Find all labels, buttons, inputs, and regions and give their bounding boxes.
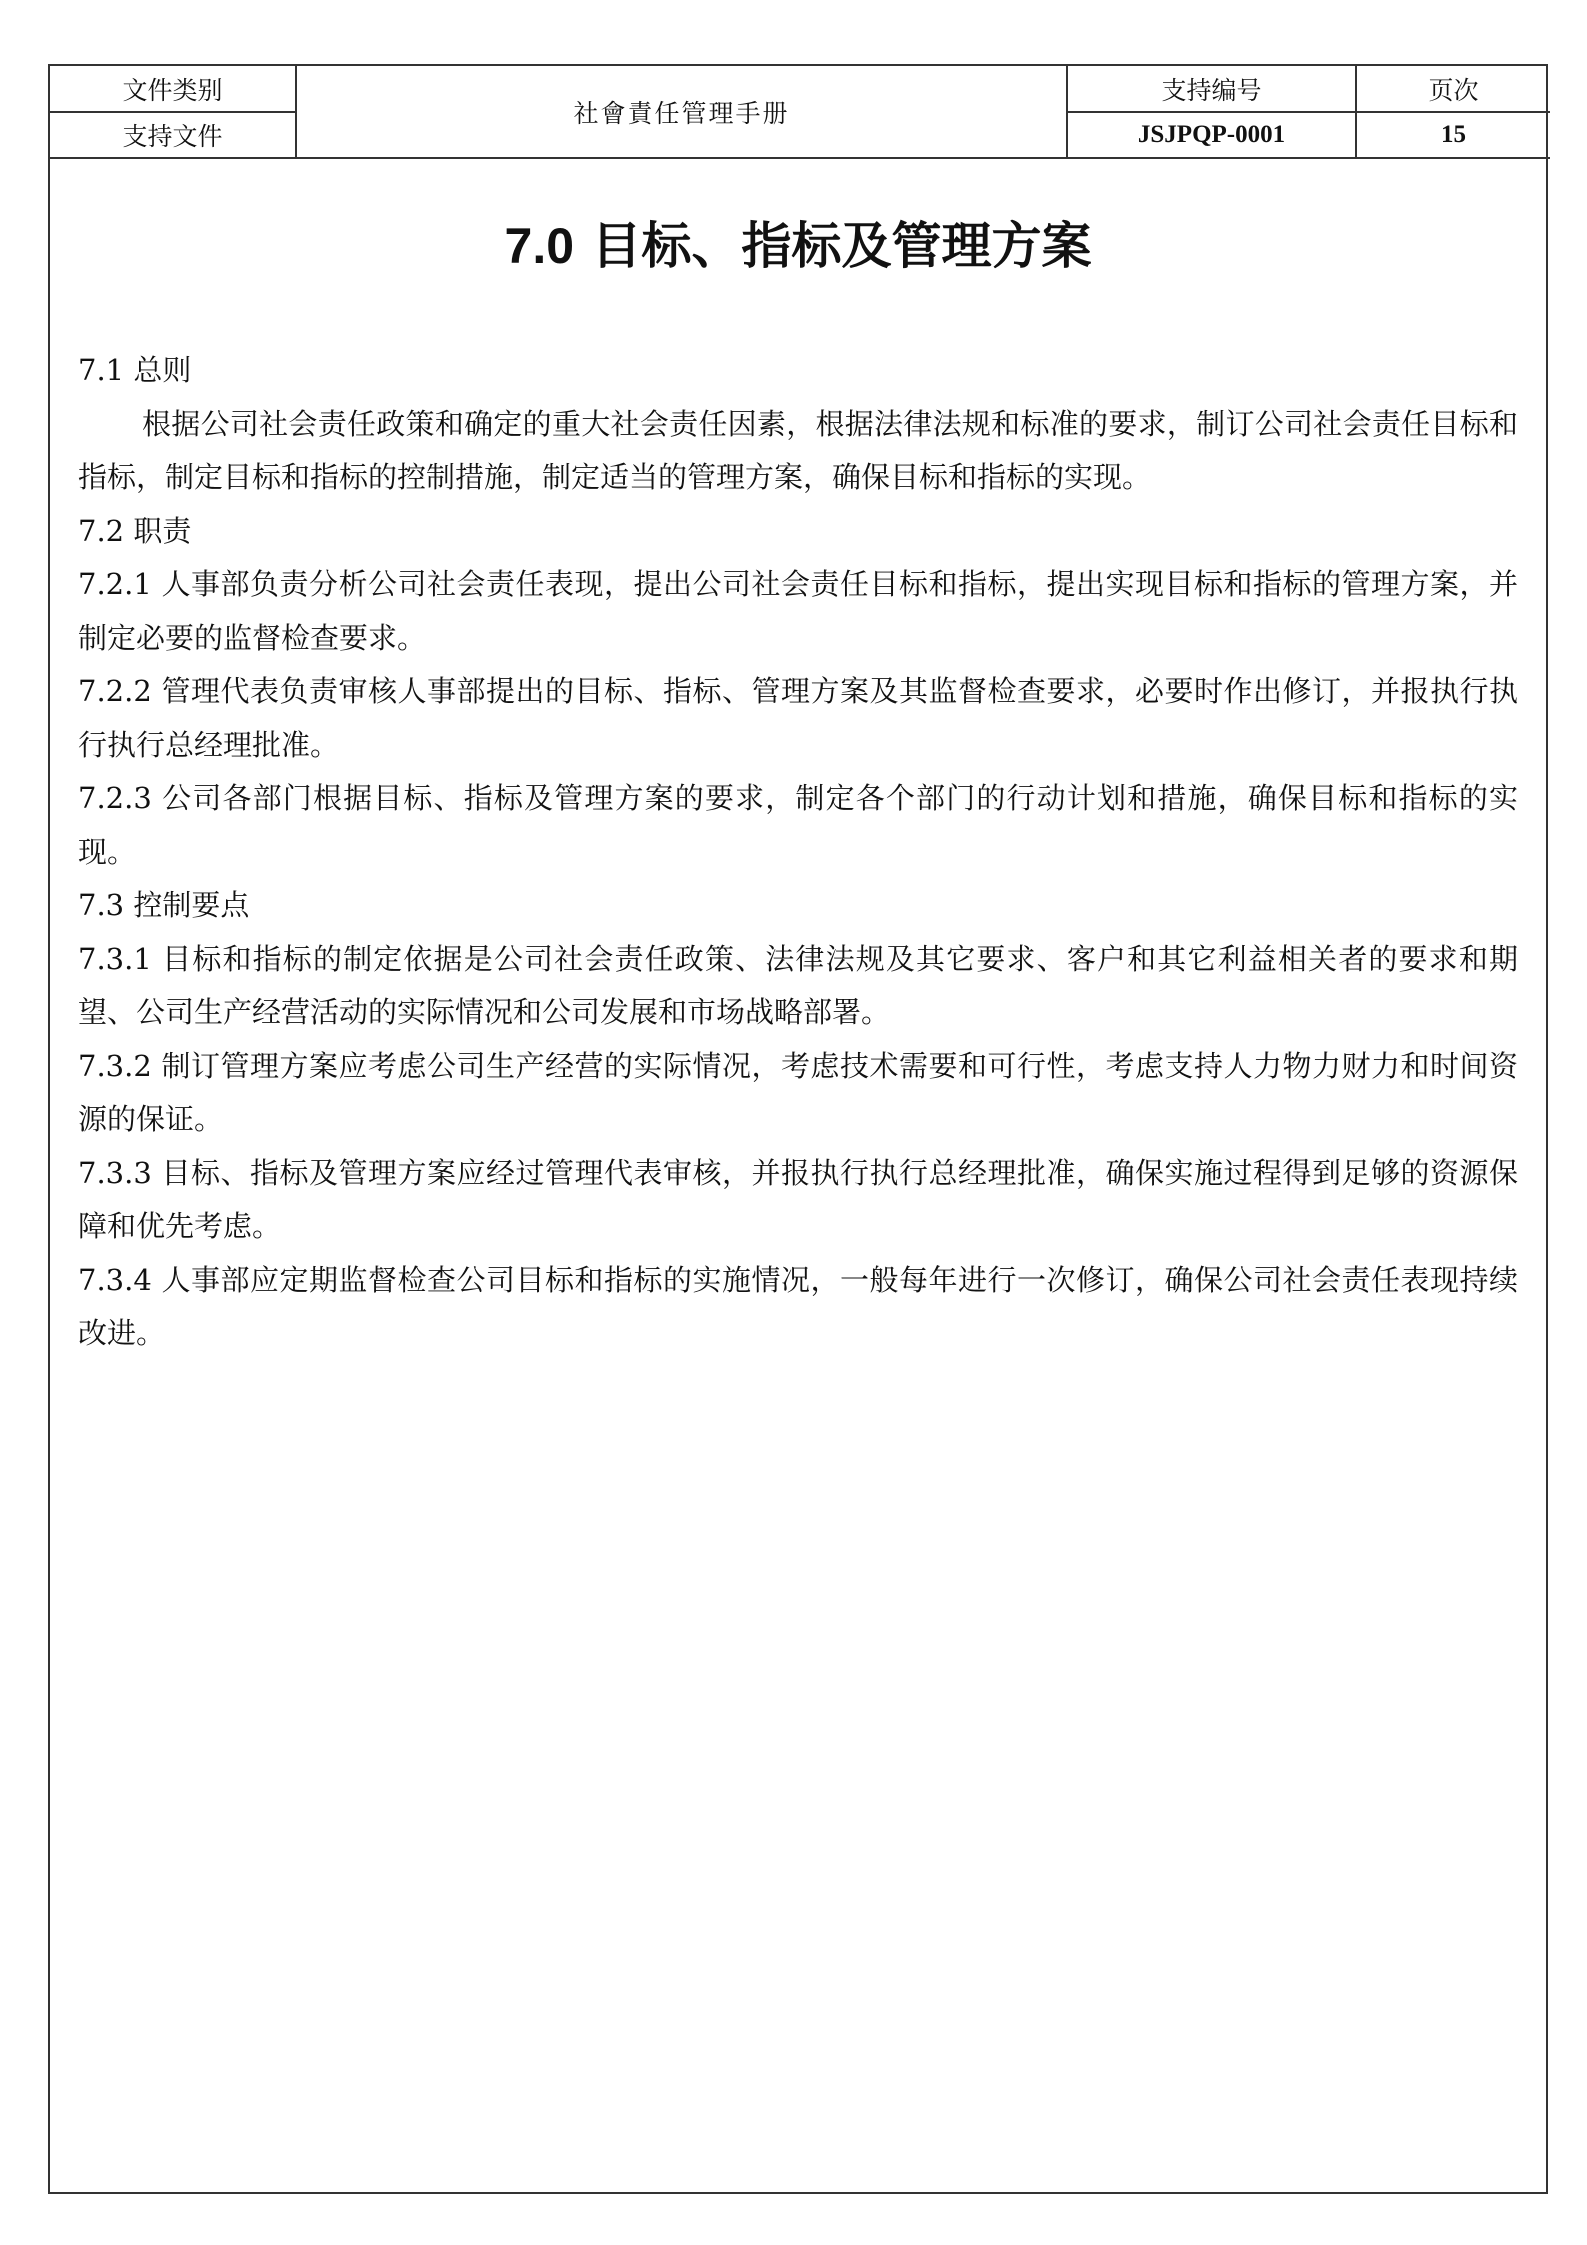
page-label: 页次 bbox=[1356, 66, 1550, 112]
paragraph: 7.2 职责 bbox=[78, 513, 192, 548]
page-number: 15 bbox=[1356, 112, 1550, 158]
paragraph: 7.3.3 目标、指标及管理方案应经过管理代表审核，并报执行执行总经理批准，确保实施过程得到足够的资源保障和优先考虑。 bbox=[78, 1155, 1518, 1243]
paragraph: 7.2.2 管理代表负责审核人事部提出的目标、指标、管理方案及其监督检查要求，必要时作出修订，并报执行执行执行总经理批准。 bbox=[78, 674, 1518, 762]
section-number: 7.0 bbox=[504, 218, 575, 274]
category-value: 支持文件 bbox=[50, 112, 296, 158]
paragraph: 根据公司社会责任政策和确定的重大社会责任因素，根据法律法规和标准的要求，制订公司社会责任目标和指标，制定目标和指标的控制措施，制定适当的管理方案，确保目标和指标的实现。 bbox=[78, 406, 1518, 494]
paragraph: 7.1 总则 bbox=[78, 353, 192, 387]
paragraph: 7.3.4 人事部应定期监督检查公司目标和指标的实施情况，一般每年进行一次修订，确保公司社会责任表现持续改进。 bbox=[78, 1262, 1518, 1350]
section-title bbox=[50, 206, 1546, 278]
paragraph: 7.2.3 公司各部门根据目标、指标及管理方案的要求，制定各个部门的行动计划和措施，确保目标和指标的实现。 bbox=[78, 781, 1518, 869]
document-header-table bbox=[50, 66, 1550, 159]
code-value: JSJPQP-0001 bbox=[1067, 112, 1356, 158]
paragraph: 7.3.2 制订管理方案应考虑公司生产经营的实际情况，考虑技术需要和可行性，考虑支持人力物力财力和时间资源的保证。 bbox=[78, 1048, 1518, 1136]
page-frame bbox=[48, 64, 1548, 2194]
code-label: 支持编号 bbox=[1067, 66, 1356, 112]
manual-title: 社會責任管理手册 bbox=[296, 66, 1067, 158]
category-label: 文件类别 bbox=[50, 66, 296, 112]
paragraph: 7.3 控制要点 bbox=[78, 888, 250, 922]
section-title-text: 目标、指标及管理方案 bbox=[591, 217, 1092, 275]
paragraph: 7.3.1 目标和指标的制定依据是公司社会责任政策、法律法规及其它要求、客户和其它利益相关者的要求和期望、公司生产经营活动的实际情况和公司发展和市场战略部署。 bbox=[78, 941, 1518, 1029]
paragraph: 7.2.1 人事部负责分析公司社会责任表现，提出公司社会责任目标和指标，提出实现目标和指标的管理方案，并制定必要的监督检查要求。 bbox=[78, 567, 1518, 655]
body-content bbox=[78, 344, 1518, 1361]
